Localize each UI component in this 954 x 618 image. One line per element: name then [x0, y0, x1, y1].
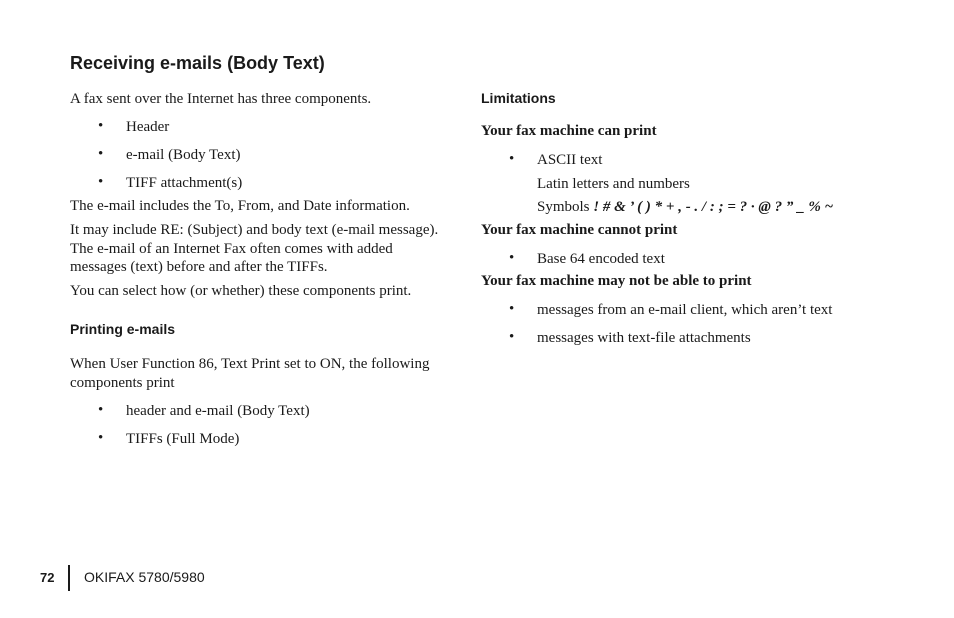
list-item: ASCII text	[537, 152, 603, 168]
product-name: OKIFAX 5780/5980	[84, 569, 205, 585]
list-item: header and e-mail (Body Text)	[126, 403, 310, 419]
symbols-value: ! # & ’ ( ) * + , - . / : ; = ? · @ ? ” _ % ~	[593, 199, 834, 215]
paragraph-line: messages (text) before and after the TIFFs.	[70, 259, 328, 275]
bullet: •	[509, 329, 515, 345]
footer-divider	[68, 565, 70, 591]
symbols-label: Symbols	[537, 199, 590, 215]
paragraph-line: The e-mail of an Internet Fax often comes with added	[70, 241, 393, 257]
list-item: Header	[126, 119, 170, 135]
list-item: messages with text-file attachments	[537, 330, 751, 346]
paragraph-line: It may include RE: (Subject) and body text (e-mail message).	[70, 222, 439, 238]
heading: Your fax machine cannot print	[481, 222, 678, 238]
bullet: •	[98, 146, 104, 162]
subsection-title: Printing e-mails	[70, 321, 176, 337]
list-item: e-mail (Body Text)	[126, 147, 241, 163]
list-item: messages from an e-mail client, which aren’t text	[537, 302, 833, 318]
heading: Your fax machine can print	[481, 123, 657, 139]
page-number: 72	[40, 570, 55, 585]
heading: Your fax machine may not be able to print	[481, 273, 752, 289]
paragraph: The e-mail includes the To, From, and Date information.	[70, 198, 410, 214]
paragraph-line: When User Function 86, Text Print set to ON, the following	[70, 356, 430, 372]
intro-text: A fax sent over the Internet has three components.	[70, 91, 372, 107]
section-title: Receiving e-mails (Body Text)	[70, 53, 325, 73]
list-item: TIFF attachment(s)	[126, 175, 243, 191]
list-item: TIFFs (Full Mode)	[126, 431, 240, 447]
bullet: •	[509, 250, 515, 266]
bullet: •	[98, 118, 104, 134]
list-subitem: Latin letters and numbers	[537, 176, 690, 192]
subsection-title: Limitations	[481, 90, 556, 106]
bullet: •	[98, 430, 104, 446]
bullet: •	[98, 174, 104, 190]
paragraph: You can select how (or whether) these components print.	[70, 283, 412, 299]
paragraph-line: components print	[70, 375, 175, 391]
bullet: •	[509, 301, 515, 317]
bullet: •	[98, 402, 104, 418]
symbols-line	[537, 198, 833, 217]
bullet: •	[509, 151, 515, 167]
list-item: Base 64 encoded text	[537, 251, 665, 267]
